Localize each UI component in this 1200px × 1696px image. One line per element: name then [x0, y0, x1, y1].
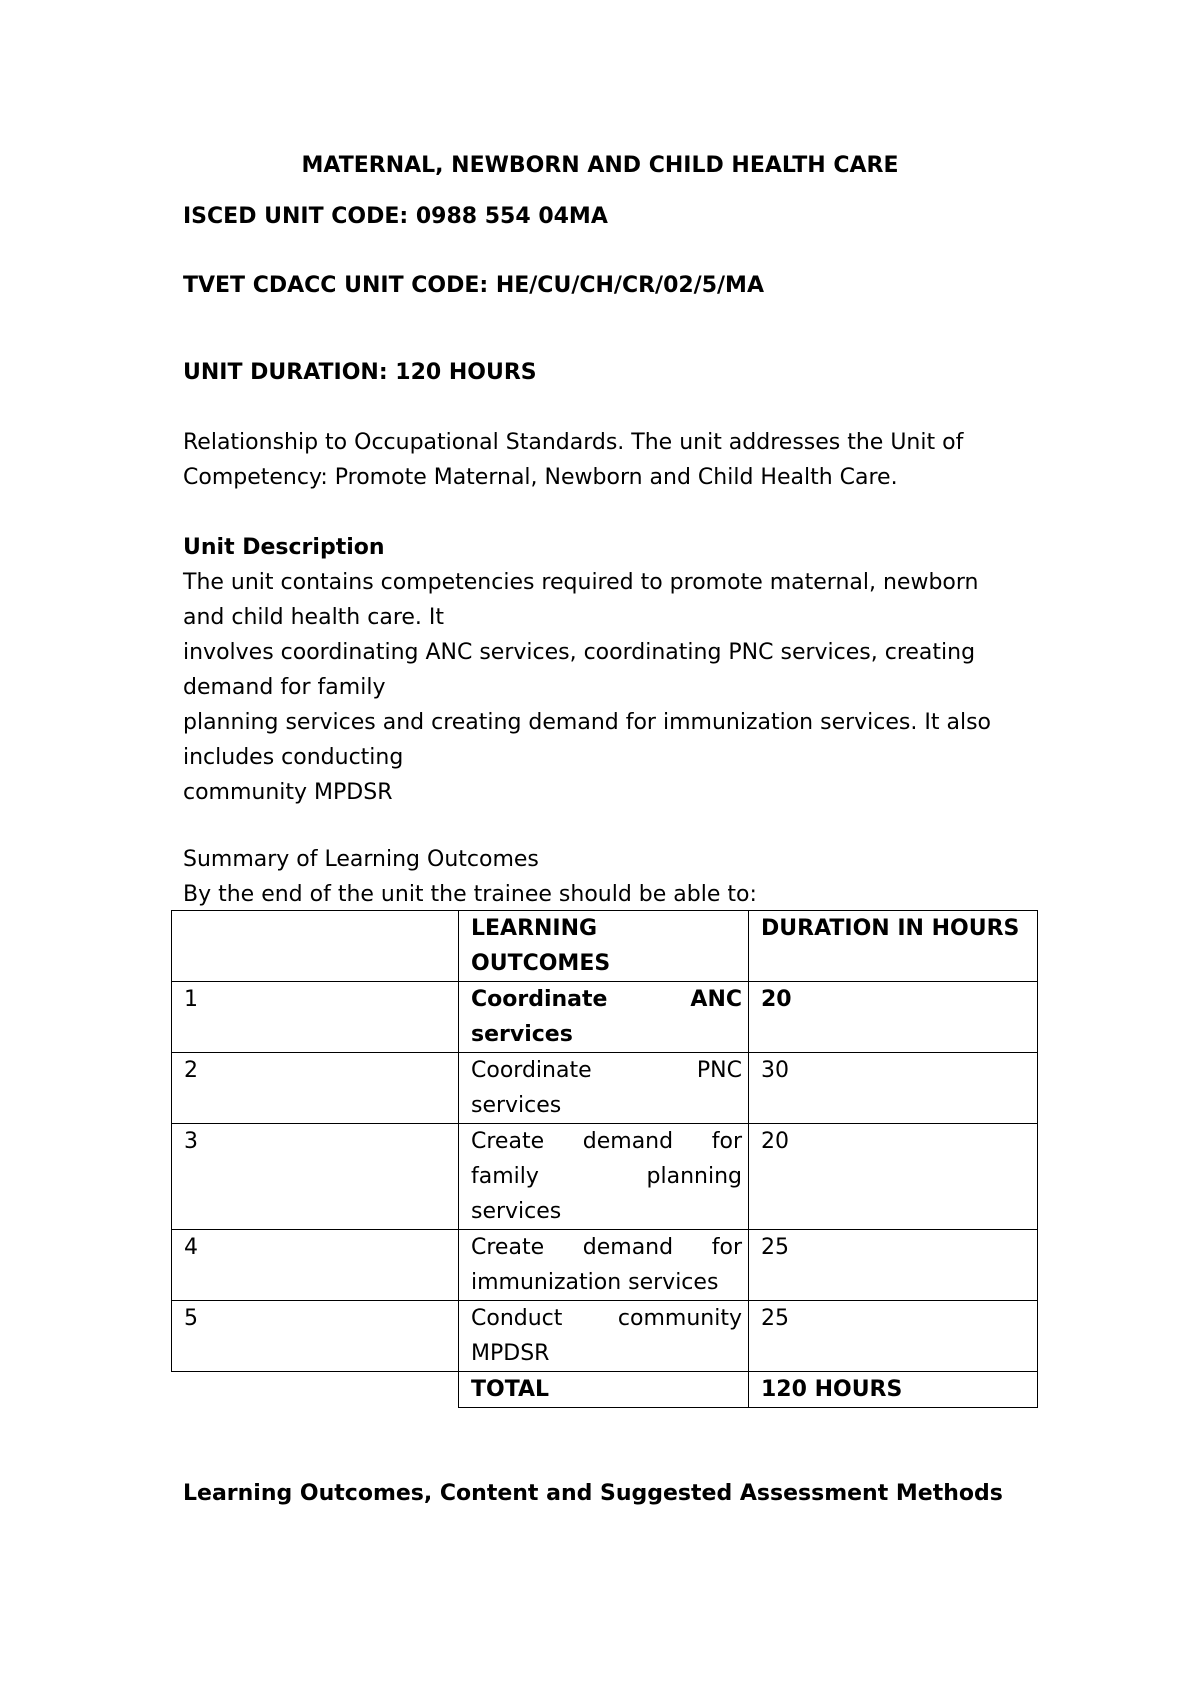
relationship-line: Competency: Promote Maternal, Newborn and Child Health Care. [183, 465, 898, 490]
row-number: 3 [172, 1124, 459, 1230]
row-hours: 30 [749, 1053, 1038, 1124]
row-outcome [459, 1230, 749, 1301]
outcome-line: Coordinate PNC [471, 1058, 742, 1083]
description-line: community MPDSR [183, 780, 393, 805]
row-outcome [459, 1124, 749, 1230]
row-hours: 20 [749, 982, 1038, 1053]
summary-section [183, 842, 1043, 912]
description-line: includes conducting [183, 745, 404, 770]
outcome-line: Coordinate ANC [471, 987, 742, 1012]
unit-description-heading: Unit Description [183, 535, 385, 560]
total-empty-cell [172, 1372, 459, 1408]
outcome-line: MPDSR [471, 1341, 550, 1366]
table-total-row [172, 1372, 1038, 1408]
row-hours: 25 [749, 1230, 1038, 1301]
assessment-methods-heading: Learning Outcomes, Content and Suggested Assessment Methods [183, 1481, 1003, 1506]
learning-outcomes-table [171, 910, 1038, 1408]
row-number: 5 [172, 1301, 459, 1372]
outcome-line: services [471, 1022, 573, 1047]
relationship-paragraph [183, 425, 1043, 495]
relationship-line: Relationship to Occupational Standards. The unit addresses the Unit of [183, 430, 964, 455]
header-outcomes-line: OUTCOMES [471, 951, 611, 976]
row-number: 4 [172, 1230, 459, 1301]
header-cell-outcomes [459, 911, 749, 982]
outcome-line: Conduct community [471, 1306, 742, 1331]
table-row [172, 1124, 1038, 1230]
total-hours: 120 HOURS [749, 1372, 1038, 1408]
table-header-row [172, 911, 1038, 982]
outcome-line: services [471, 1093, 562, 1118]
document-title: MATERNAL, NEWBORN AND CHILD HEALTH CARE [301, 153, 899, 178]
row-number: 2 [172, 1053, 459, 1124]
row-outcome [459, 1301, 749, 1372]
outcome-line: services [471, 1199, 562, 1224]
outcome-line: Create demand for [471, 1235, 742, 1260]
summary-heading: Summary of Learning Outcomes [183, 847, 539, 872]
outcome-line: family planning [471, 1164, 742, 1189]
header-cell-duration: DURATION IN HOURS [749, 911, 1038, 982]
description-line: involves coordinating ANC services, coordinating PNC services, creating [183, 640, 976, 665]
outcome-line: Create demand for [471, 1129, 742, 1154]
outcome-line: immunization services [471, 1270, 719, 1295]
unit-duration: UNIT DURATION: 120 HOURS [183, 360, 537, 385]
table-row [172, 1301, 1038, 1372]
table-row [172, 982, 1038, 1053]
row-outcome [459, 1053, 749, 1124]
description-line: The unit contains competencies required to promote maternal, newborn [183, 570, 979, 595]
isced-unit-code: ISCED UNIT CODE: 0988 554 04MA [183, 204, 608, 229]
row-number: 1 [172, 982, 459, 1053]
row-hours: 25 [749, 1301, 1038, 1372]
header-cell-number [172, 911, 459, 982]
description-line: and child health care. It [183, 605, 445, 630]
table-row [172, 1053, 1038, 1124]
unit-description [183, 530, 1043, 810]
row-hours: 20 [749, 1124, 1038, 1230]
description-line: planning services and creating demand for immunization services. It also [183, 710, 991, 735]
tvet-unit-code: TVET CDACC UNIT CODE: HE/CU/CH/CR/02/5/MA [183, 273, 764, 298]
summary-intro: By the end of the unit the trainee should be able to: [183, 882, 757, 907]
total-label: TOTAL [459, 1372, 749, 1408]
table-row [172, 1230, 1038, 1301]
row-outcome [459, 982, 749, 1053]
header-outcomes-line: LEARNING [471, 916, 598, 941]
description-line: demand for family [183, 675, 386, 700]
